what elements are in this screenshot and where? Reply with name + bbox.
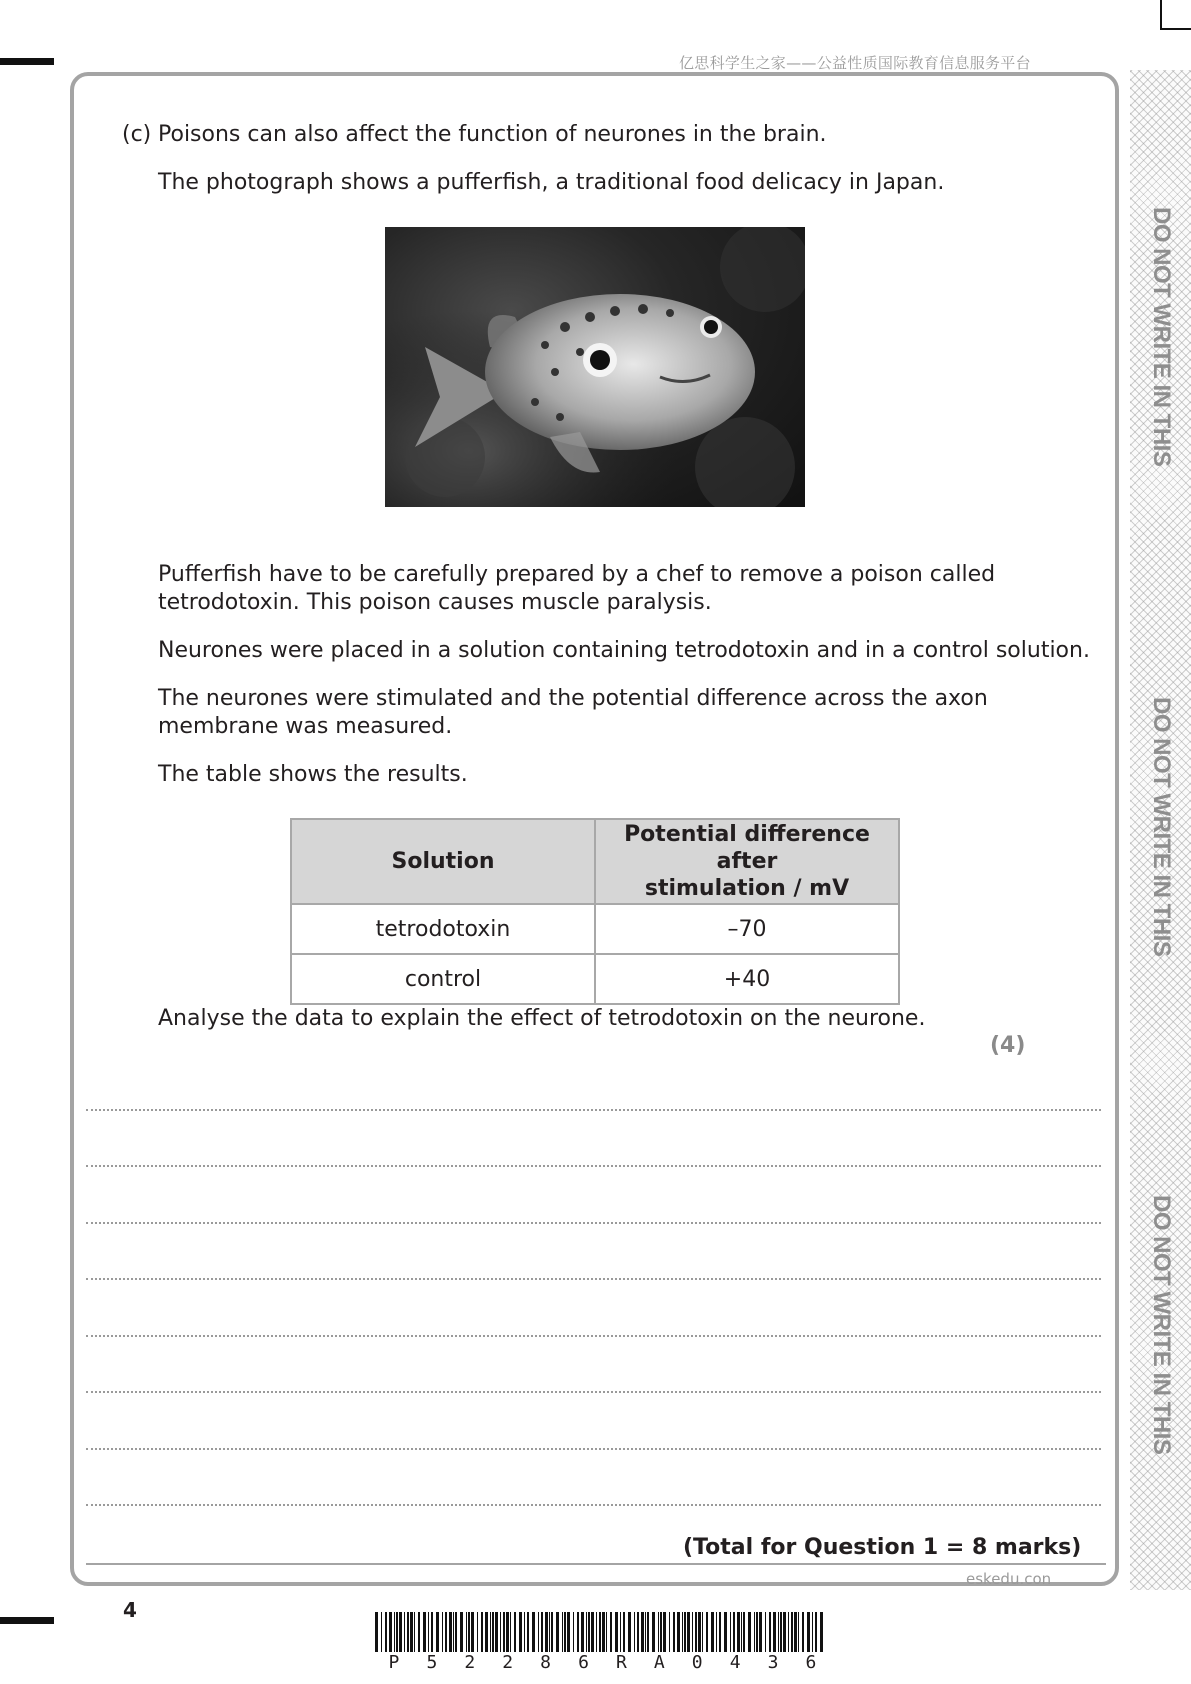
barcode-char: 2: [502, 1652, 514, 1673]
pufferfish-photo: [385, 227, 805, 507]
barcode-char: 5: [426, 1652, 438, 1673]
answer-line[interactable]: [86, 1278, 1101, 1280]
column-header-potential-difference: [595, 819, 899, 904]
answer-line[interactable]: [86, 1391, 1101, 1393]
barcode-text: [375, 1652, 830, 1673]
paragraph-line: membrane was measured.: [158, 714, 453, 739]
barcode-char: P: [388, 1652, 400, 1673]
paragraph: Neurones were placed in a solution containing tetrodotoxin and in a control solution.: [158, 638, 1090, 663]
answer-line[interactable]: [86, 1165, 1101, 1167]
results-table: [290, 818, 900, 1005]
side-warning: DO NOT WRITE IN THIS: [1148, 697, 1175, 957]
registration-mark-bottom: [0, 1617, 54, 1624]
barcode-char: R: [615, 1652, 627, 1673]
table-cell: –70: [595, 904, 899, 954]
paragraph-line: The neurones were stimulated and the potential difference across the axon: [158, 686, 988, 711]
side-warning: DO NOT WRITE IN THIS: [1148, 1195, 1175, 1455]
paragraph-line: tetrodotoxin. This poison causes muscle paralysis.: [158, 590, 712, 615]
pufferfish-icon: [385, 227, 805, 507]
table-cell: tetrodotoxin: [291, 904, 595, 954]
corner-mark: [1160, 0, 1162, 30]
barcode-icon: [375, 1612, 830, 1652]
header-line: stimulation / mV: [644, 876, 850, 901]
answer-line[interactable]: [86, 1335, 1101, 1337]
marks-label: (4): [990, 1033, 1026, 1058]
table-row: [291, 904, 899, 954]
barcode-char: 8: [540, 1652, 551, 1673]
header-line: Potential difference after: [624, 822, 870, 874]
question-total: (Total for Question 1 = 8 marks): [683, 1535, 1082, 1560]
total-divider: [86, 1563, 1106, 1565]
photo-caption: The photograph shows a pufferfish, a traditional food delicacy in Japan.: [158, 170, 945, 195]
barcode-char: 0: [691, 1652, 703, 1673]
barcode-char: 4: [729, 1652, 741, 1673]
barcode-char: 2: [464, 1652, 476, 1673]
paragraph: The table shows the results.: [158, 762, 468, 787]
registration-mark-top: [0, 58, 54, 65]
barcode-char: 3: [767, 1652, 779, 1673]
answer-line[interactable]: [86, 1109, 1101, 1111]
side-warning: DO NOT WRITE IN THIS: [1148, 207, 1175, 467]
part-label: (c): [122, 122, 152, 147]
column-header-solution: Solution: [291, 819, 595, 904]
table-row: [291, 954, 899, 1004]
question-intro: Poisons can also affect the function of neurones in the brain.: [158, 122, 827, 147]
answer-line[interactable]: [86, 1504, 1101, 1506]
table-cell: control: [291, 954, 595, 1004]
table-header-row: [291, 819, 899, 904]
barcode-char: A: [653, 1652, 665, 1673]
paragraph-line: Pufferfish have to be carefully prepared by a chef to remove a poison called: [158, 562, 996, 587]
footer-watermark: eskedu.con: [966, 1570, 1052, 1588]
table-cell: +40: [595, 954, 899, 1004]
barcode-char: 6: [578, 1652, 589, 1673]
barcode-char: 6: [805, 1652, 817, 1673]
page-number: 4: [123, 1598, 137, 1622]
answer-line[interactable]: [86, 1222, 1101, 1224]
header-watermark: 亿思科学生之家——公益性质国际教育信息服务平台: [679, 54, 1031, 72]
question-instruction: Analyse the data to explain the effect of tetrodotoxin on the neurone.: [158, 1006, 926, 1031]
answer-line[interactable]: [86, 1448, 1101, 1450]
corner-mark: [1162, 28, 1191, 30]
